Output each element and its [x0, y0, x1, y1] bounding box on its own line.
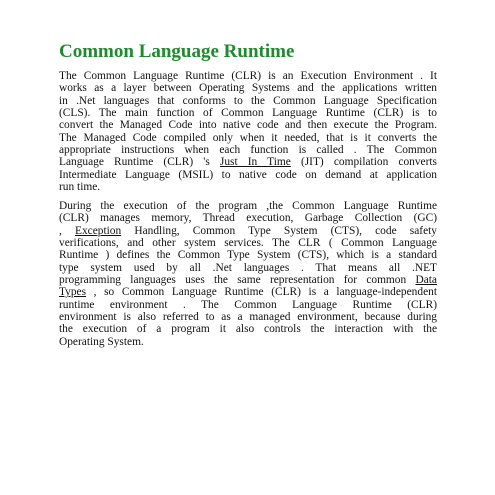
link-data-types[interactable]: Data	[415, 274, 437, 287]
text-line: The Common Language Runtime (CLR) is an Execution Environment . It	[59, 70, 437, 82]
link-exception[interactable]: Exception	[75, 224, 122, 237]
text-line: run time.	[59, 181, 101, 194]
text-line: in .Net languages that conforms to the Common Language Specification	[59, 94, 437, 107]
text-line: During the execution of the program ,the Common Language Runtime	[59, 200, 437, 212]
text-line: convert the Managed Code into native code and then execute the Program.	[59, 119, 437, 132]
text-line: Types , so Common Language Runtime (CLR) is a language-independent	[59, 286, 437, 299]
text-line: works as a layer between Operating Systems and the applications written	[59, 82, 437, 95]
text-line: environment is also referred to as a managed environment, because during	[59, 311, 437, 324]
text-line: appropriate instructions when each function is called . The Common	[59, 144, 437, 157]
link-data-types[interactable]: Types	[59, 286, 87, 299]
text-line: Intermediate Language (MSIL) to native code on demand at application	[59, 168, 437, 181]
text-line: Runtime ) defines the Common Type System (CTS), which is a standard	[59, 249, 437, 262]
text-line: (CLS). The main function of Common Language Runtime (CLR) is to	[59, 107, 437, 120]
text-line: runtime environment . The Common Language Runtime (CLR)	[59, 298, 437, 311]
text-line: (CLR) manages memory, Thread execution, Garbage Collection (GC)	[59, 212, 437, 225]
link-just-in-time[interactable]: Just In Time	[219, 156, 291, 169]
text-line: type system used by all .Net languages . That means all .NET	[59, 261, 437, 274]
text-line: programming languages uses the same representation for common Data	[59, 274, 437, 287]
paragraph-clr-overview	[59, 70, 437, 193]
text-line: verifications, and other system services. The CLR ( Common Language	[59, 237, 437, 250]
text-line: the execution of a program it also controls the interaction with the	[59, 323, 437, 336]
page-title: Common Language Runtime	[59, 41, 295, 62]
paragraph-clr-execution	[59, 200, 437, 348]
text-line: Operating System.	[59, 335, 144, 348]
text-line: Language Runtime (CLR) 's Just In Time (JIT) compilation converts	[59, 156, 437, 169]
text-line: The Managed Code compiled only when it needed, that is it converts the	[59, 131, 437, 144]
text-line: , Exception Handling, Common Type System (CTS), code safety	[59, 224, 437, 237]
